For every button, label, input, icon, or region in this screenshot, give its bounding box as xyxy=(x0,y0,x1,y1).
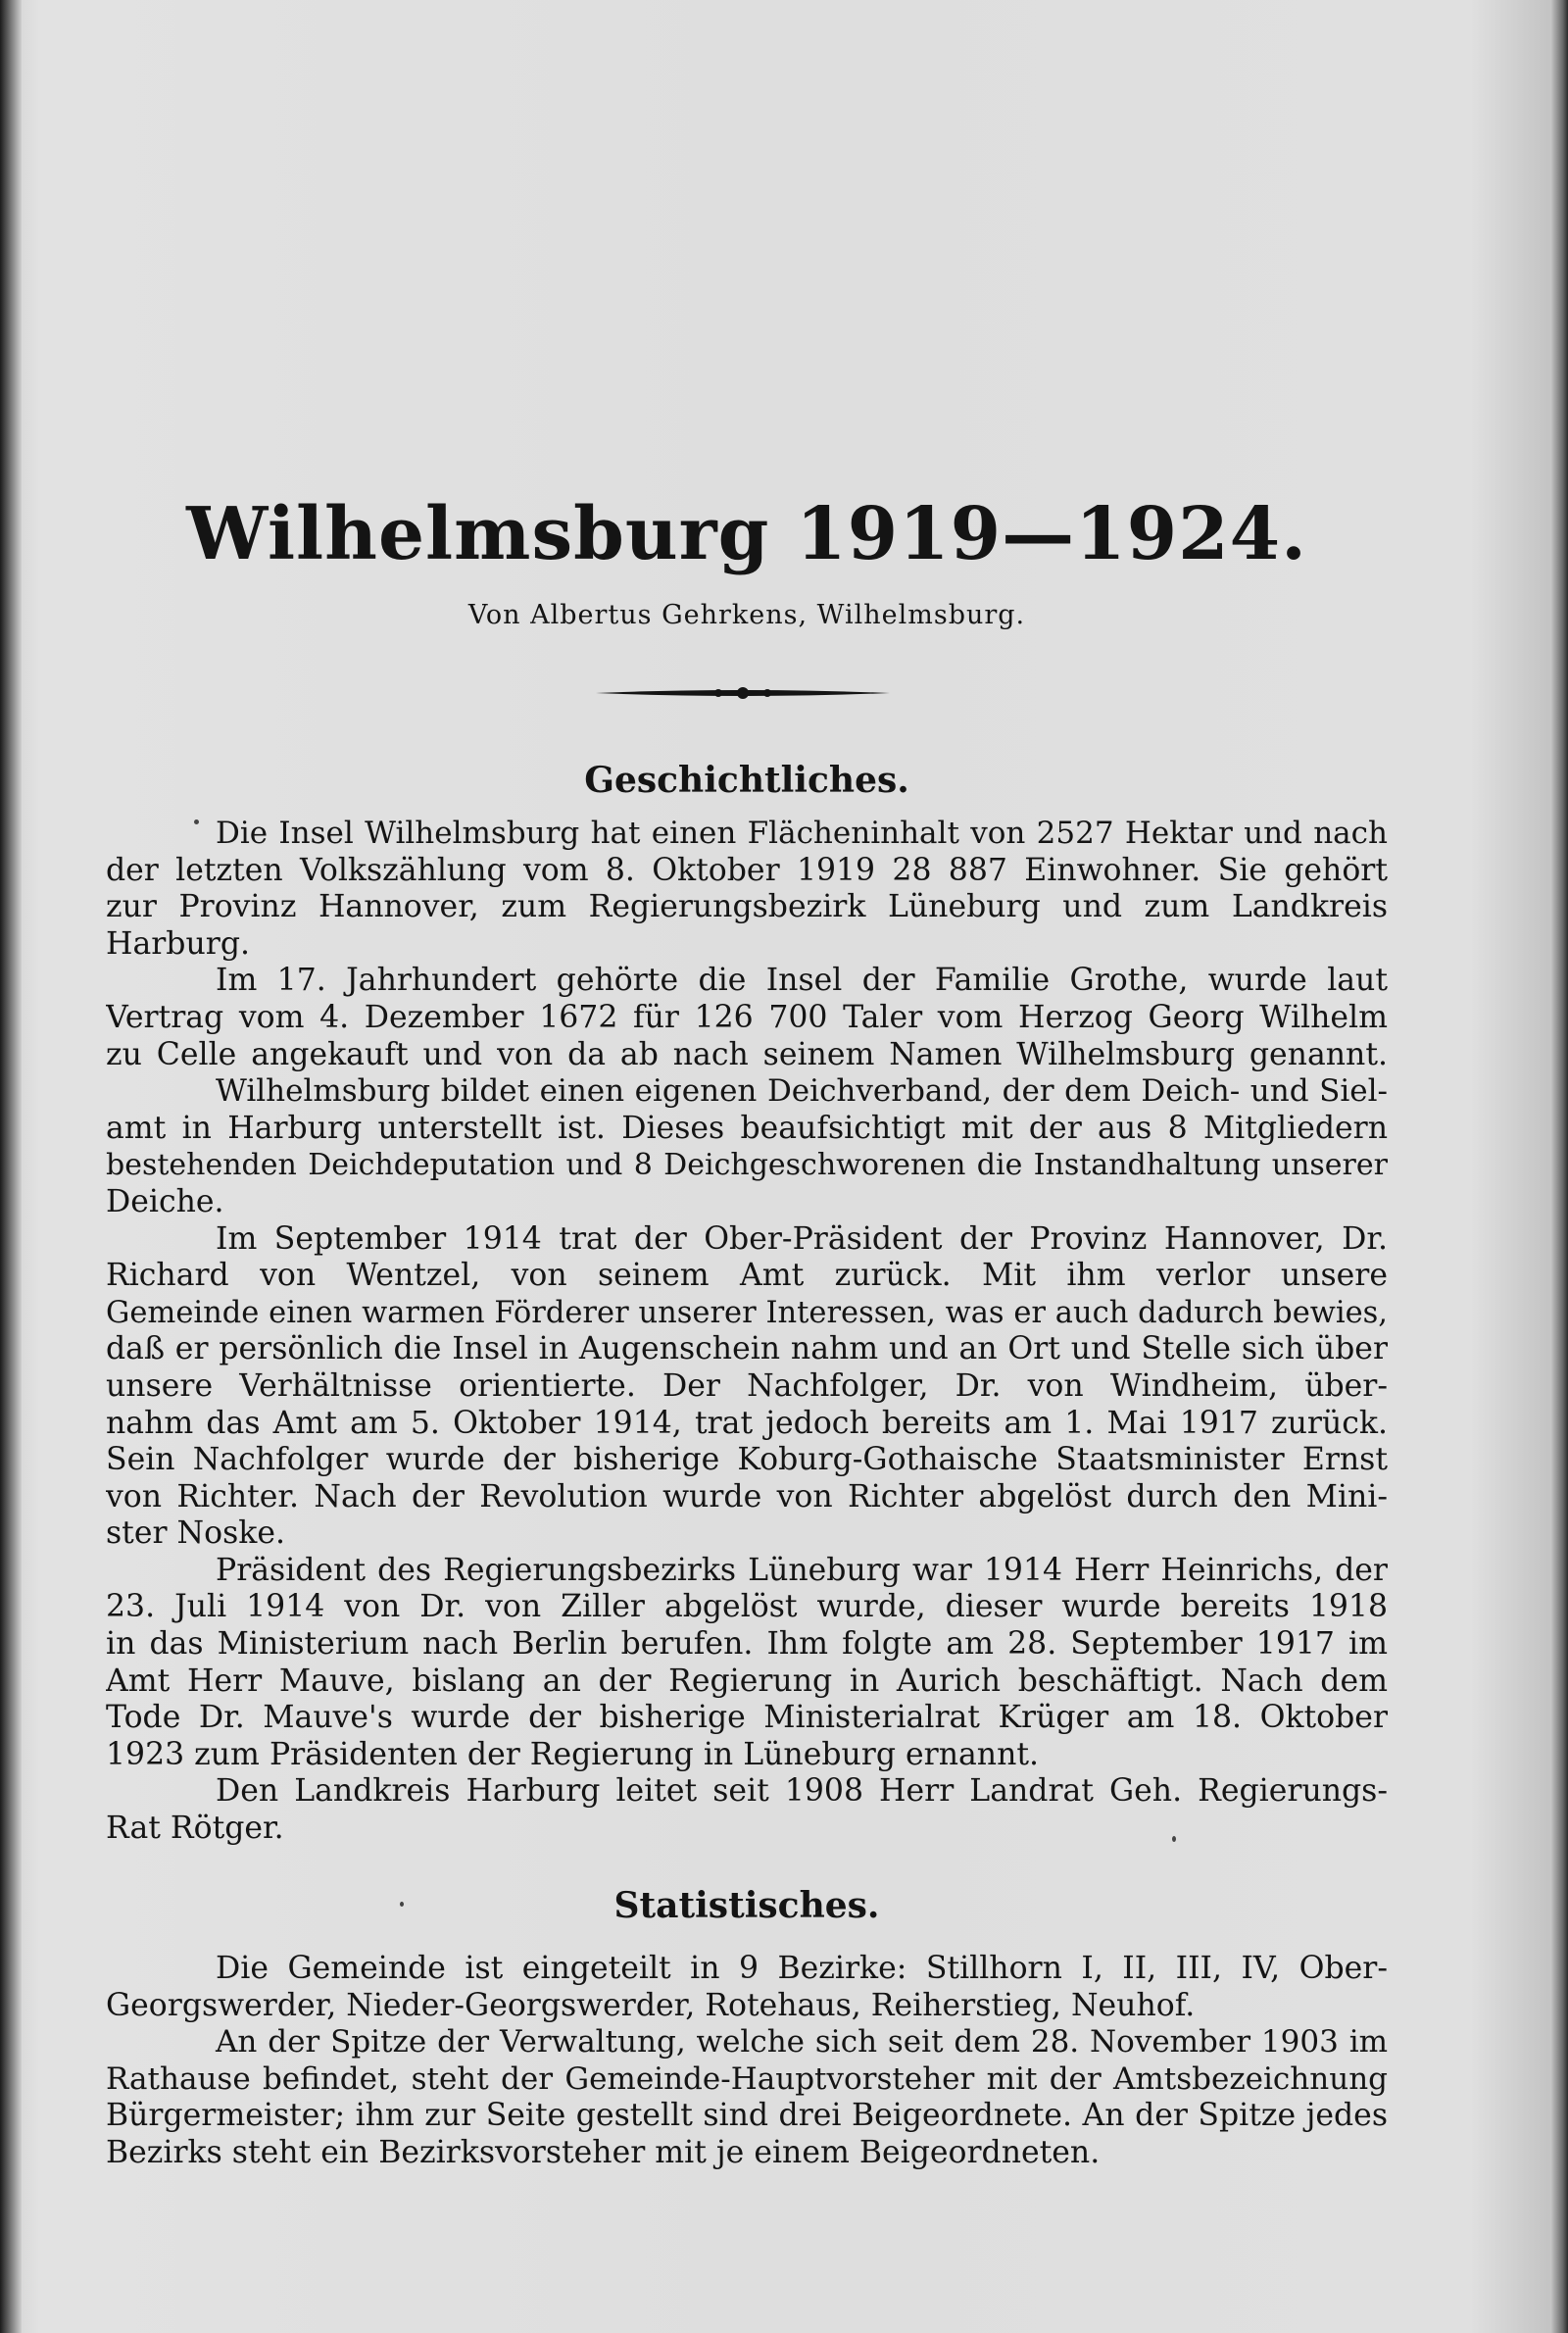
text-line: Harburg. xyxy=(106,925,250,962)
text-line: Präsident des Regierungsbezirks Lüneburg war 1914 Herr Heinrichs, der xyxy=(216,1552,1388,1588)
text-line: Georgswerder, Nieder-Georgswerder, Rotehaus, Reiherstieg, Neuhof. xyxy=(106,1987,1196,2023)
text-line: Amt Herr Mauve, bislang an der Regierung in Aurich beschäftigt. Nach dem xyxy=(106,1663,1388,1699)
text-line: Sein Nachfolger wurde der bisherige Koburg-Gothaische Staatsminister Ernst xyxy=(106,1442,1388,1478)
text-line: daß er persönlich die Insel in Augenschein nahm und an Ort und Stelle sich über xyxy=(106,1331,1388,1367)
text-line: in das Ministerium nach Berlin berufen. Ihm folgte am 28. September 1917 im xyxy=(106,1626,1388,1663)
text-line: zu Celle angekauft und von da ab nach seinem Namen Wilhelmsburg genannt. xyxy=(106,1036,1388,1072)
section-text-geschichtliches xyxy=(106,816,1388,1848)
text-line: Die Gemeinde ist eingeteilt in 9 Bezirke: Stillhorn I, II, III, IV, Ober- xyxy=(216,1951,1388,1986)
document-title: Wilhelmsburg 1919—1924. xyxy=(186,492,1307,576)
text-line: unsere Verhältnisse orientierte. Der Nachfolger, Dr. von Windheim, über- xyxy=(106,1367,1388,1404)
ornament-divider-icon xyxy=(596,678,890,708)
text-line: Rat Rötger. xyxy=(106,1811,284,1847)
text-line: Gemeinde einen warmen Förderer unserer Interessen, was er auch dadurch bewies, xyxy=(106,1295,1388,1330)
text-line: Bürgermeister; ihm zur Seite gestellt sind drei Beigeordnete. An der Spitze jedes xyxy=(106,2098,1388,2134)
section-heading-geschichtliches: Geschichtliches. xyxy=(584,760,909,801)
print-speck xyxy=(194,819,199,824)
page-left-edge xyxy=(0,0,22,2333)
text-line: Im September 1914 trat der Ober-Präsident der Provinz Hannover, Dr. xyxy=(216,1220,1388,1257)
text-line: Im 17. Jahrhundert gehörte die Insel der Familie Grothe, wurde laut xyxy=(216,963,1388,999)
text-line: ster Noske. xyxy=(106,1515,285,1552)
page-right-edge xyxy=(1550,0,1568,2333)
text-line: Den Landkreis Harburg leitet seit 1908 Herr Landrat Geh. Regierungs- xyxy=(216,1773,1388,1810)
text-line: Die Insel Wilhelmsburg hat einen Flächeninhalt von 2527 Hektar und nach xyxy=(216,816,1388,851)
text-line: zur Provinz Hannover, zum Regierungsbezirk Lüneburg und zum Landkreis xyxy=(106,889,1388,925)
text-line: An der Spitze der Verwaltung, welche sich seit dem 28. November 1903 im xyxy=(216,2024,1388,2060)
text-line: von Richter. Nach der Revolution wurde von Richter abgelöst durch den Mini- xyxy=(106,1478,1388,1514)
text-line: 23. Juli 1914 von Dr. von Ziller abgelöst wurde, dieser wurde bereits 1918 xyxy=(106,1589,1388,1625)
text-line: der letzten Volkszählung vom 8. Oktober 1919 28 887 Einwohner. Sie gehört xyxy=(106,852,1388,888)
text-line: bestehenden Deichdeputation und 8 Deichgeschworenen die Instandhaltung unserer xyxy=(106,1148,1388,1183)
document-byline: Von Albertus Gehrkens, Wilhelmsburg. xyxy=(467,600,1026,630)
text-line: Rathause befindet, steht der Gemeinde-Hauptvorsteher mit der Amtsbezeichnung xyxy=(106,2060,1388,2097)
section-text-statistisches xyxy=(106,1951,1388,2172)
text-line: amt in Harburg unterstellt ist. Dieses beaufsichtigt mit der aus 8 Mitgliedern xyxy=(106,1110,1388,1146)
text-line: 1923 zum Präsidenten der Regierung in Lüneburg ernannt. xyxy=(106,1736,1040,1772)
print-speck xyxy=(400,1902,404,1907)
section-heading-statistisches: Statistisches. xyxy=(613,1885,880,1926)
text-line: Deiche. xyxy=(106,1183,224,1219)
text-line: Vertrag vom 4. Dezember 1672 für 126 700 Taler vom Herzog Georg Wilhelm xyxy=(106,999,1388,1035)
text-line: Wilhelmsburg bildet einen eigenen Deichverband, der dem Deich- und Siel- xyxy=(216,1073,1388,1110)
text-line: Richard von Wentzel, von seinem Amt zurück. Mit ihm verlor unsere xyxy=(106,1258,1388,1294)
print-speck xyxy=(1172,1836,1176,1842)
text-line: Tode Dr. Mauve's wurde der bisherige Ministerialrat Krüger am 18. Oktober xyxy=(106,1700,1388,1736)
text-line: Bezirks steht ein Bezirksvorsteher mit je einem Beigeordneten. xyxy=(106,2134,1101,2170)
text-line: nahm das Amt am 5. Oktober 1914, trat jedoch bereits am 1. Mai 1917 zurück. xyxy=(106,1405,1388,1441)
